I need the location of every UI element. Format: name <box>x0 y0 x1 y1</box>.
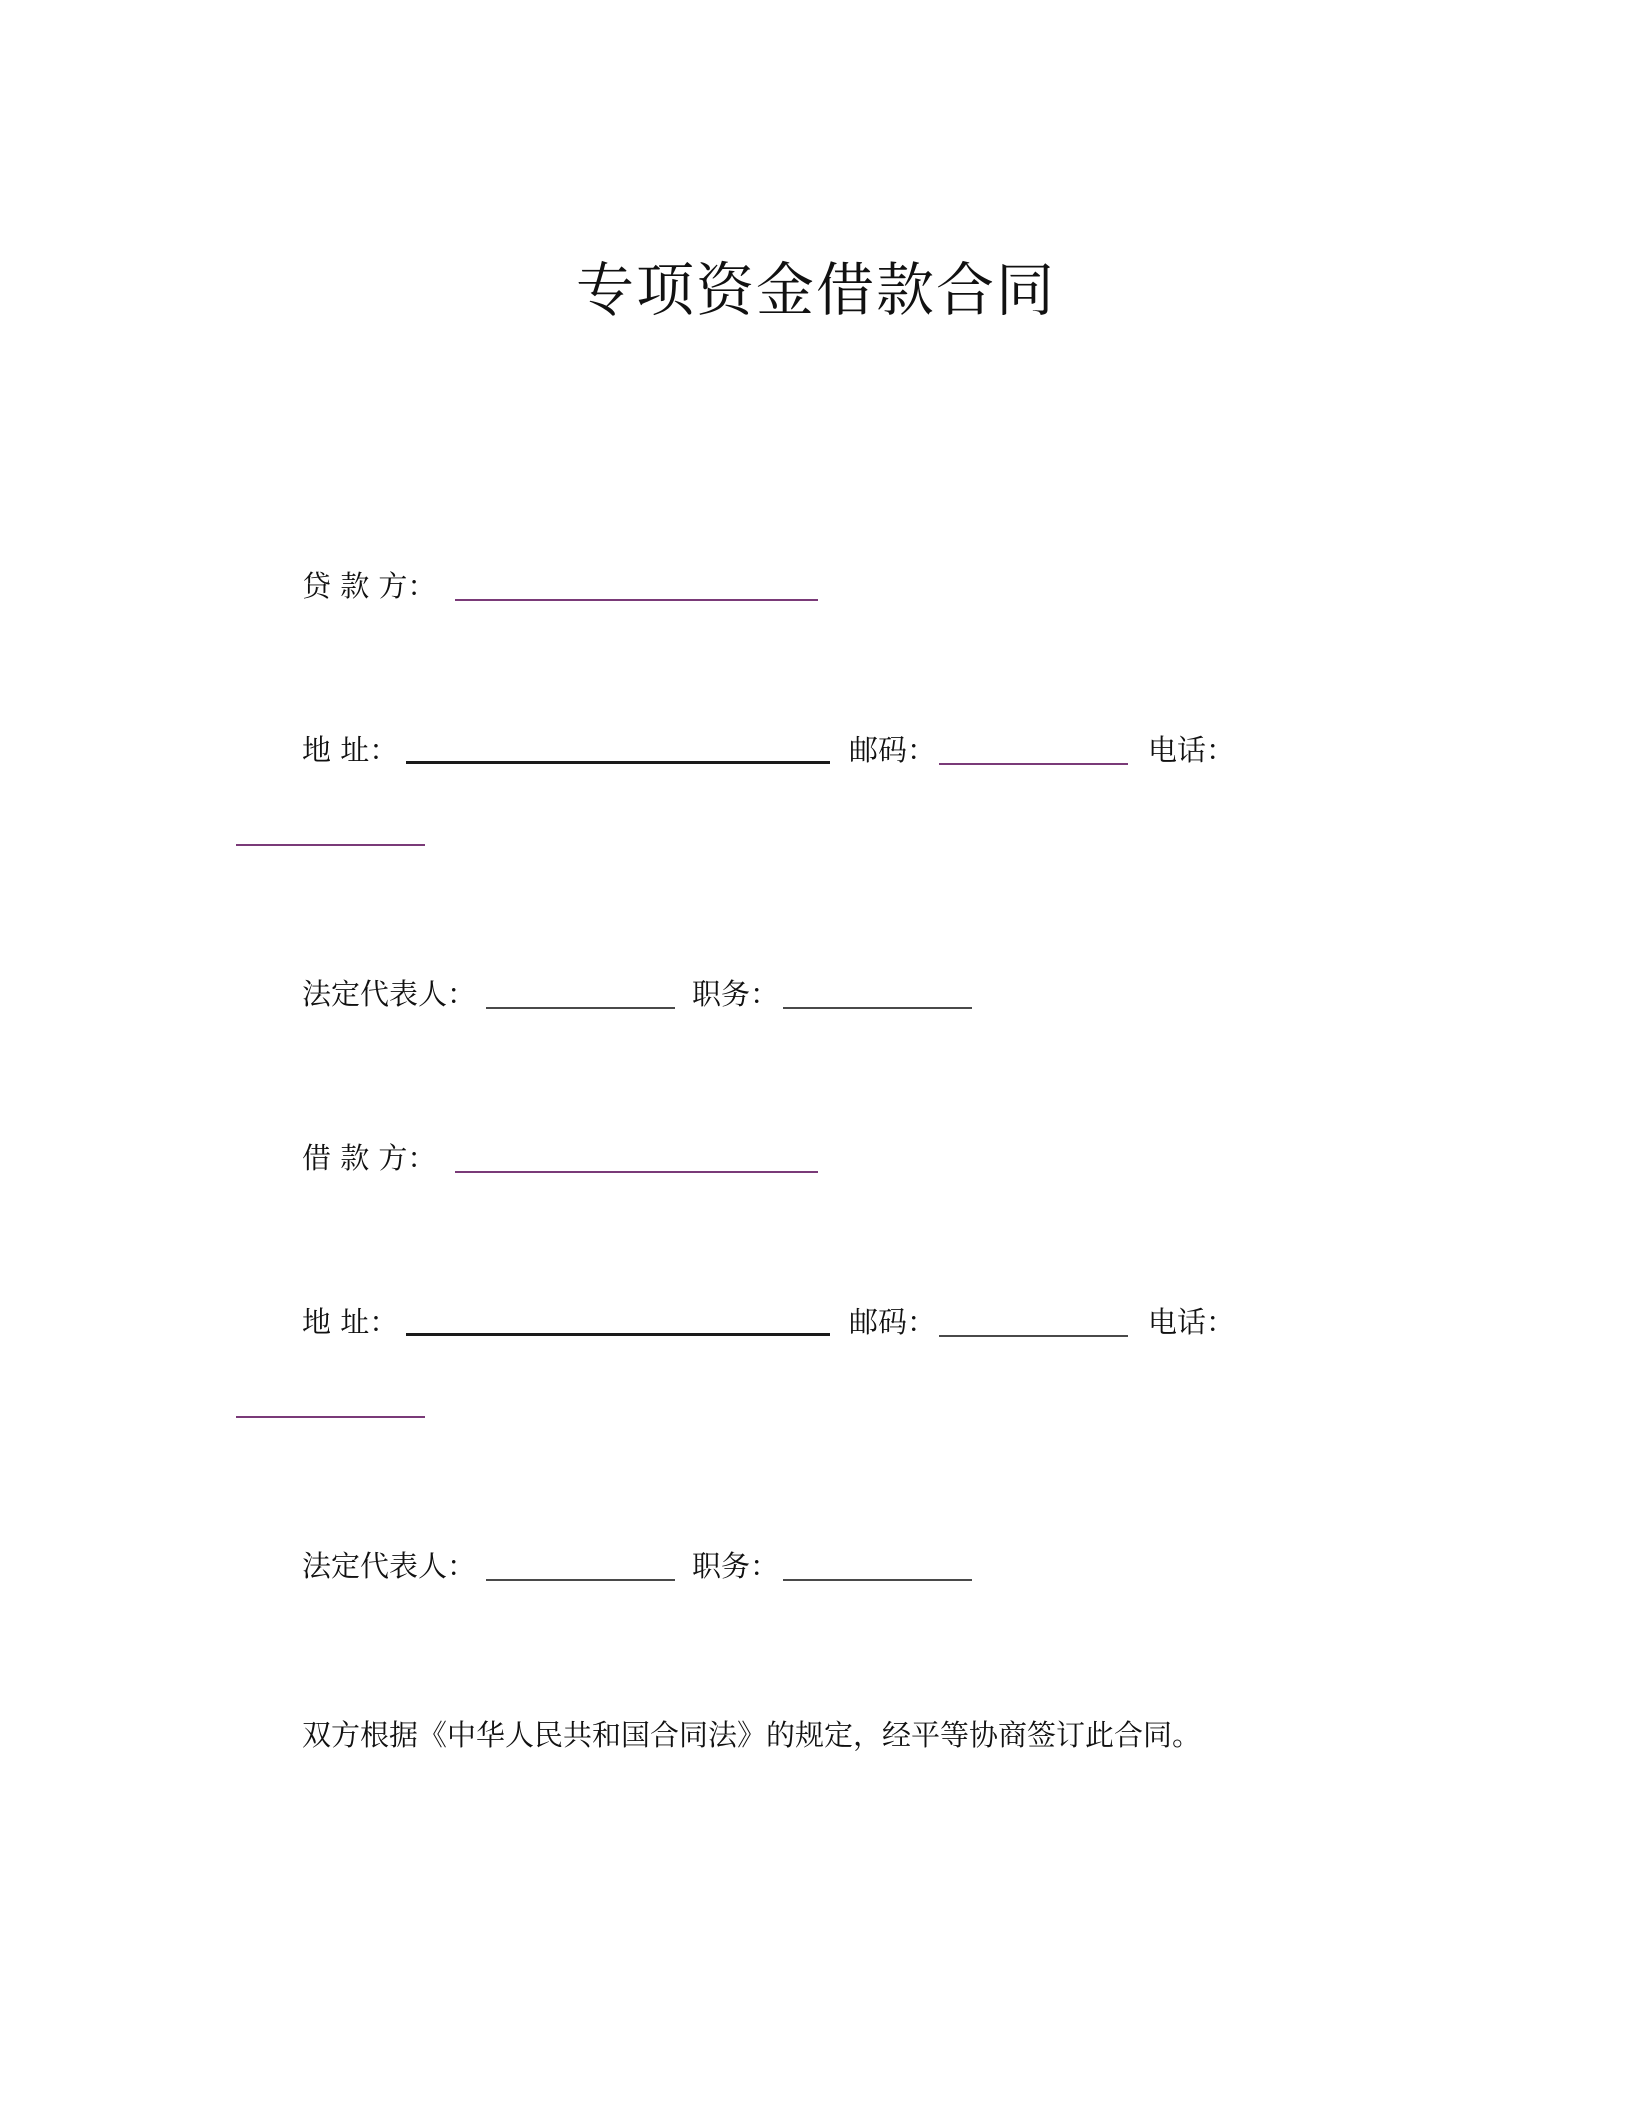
borrower-rep-label: 法定代表人： <box>302 1549 477 1583</box>
lender-phone-field[interactable] <box>236 844 425 846</box>
borrower-name-field[interactable] <box>455 1171 818 1173</box>
lender-phone-label: 电话： <box>1148 733 1236 767</box>
borrower-label: 借 款 方： <box>302 1141 437 1175</box>
borrower-address-field[interactable] <box>406 1333 830 1336</box>
lender-postcode-label: 邮码： <box>849 733 937 767</box>
borrower-rep-field[interactable] <box>486 1579 675 1581</box>
lender-rep-label: 法定代表人： <box>302 977 477 1011</box>
borrower-phone-field[interactable] <box>236 1416 425 1418</box>
lender-address-label: 地 址： <box>302 733 399 767</box>
borrower-position-label: 职务： <box>692 1549 780 1583</box>
lender-label: 贷 款 方： <box>302 569 437 603</box>
lender-postcode-field[interactable] <box>939 763 1128 765</box>
lender-address-field[interactable] <box>406 761 830 764</box>
contract-preamble: 双方根据《中华人民共和国合同法》的规定，经平等协商签订此合同。 <box>302 1718 1202 1752</box>
borrower-position-field[interactable] <box>783 1579 972 1581</box>
lender-position-label: 职务： <box>692 977 780 1011</box>
lender-position-field[interactable] <box>783 1007 972 1009</box>
lender-name-field[interactable] <box>455 599 818 601</box>
borrower-phone-label: 电话： <box>1148 1305 1236 1339</box>
borrower-address-label: 地 址： <box>302 1305 399 1339</box>
borrower-postcode-field[interactable] <box>939 1335 1128 1337</box>
lender-rep-field[interactable] <box>486 1007 675 1009</box>
borrower-postcode-label: 邮码： <box>849 1305 937 1339</box>
document-title: 专项资金借款合同 <box>575 256 1056 324</box>
